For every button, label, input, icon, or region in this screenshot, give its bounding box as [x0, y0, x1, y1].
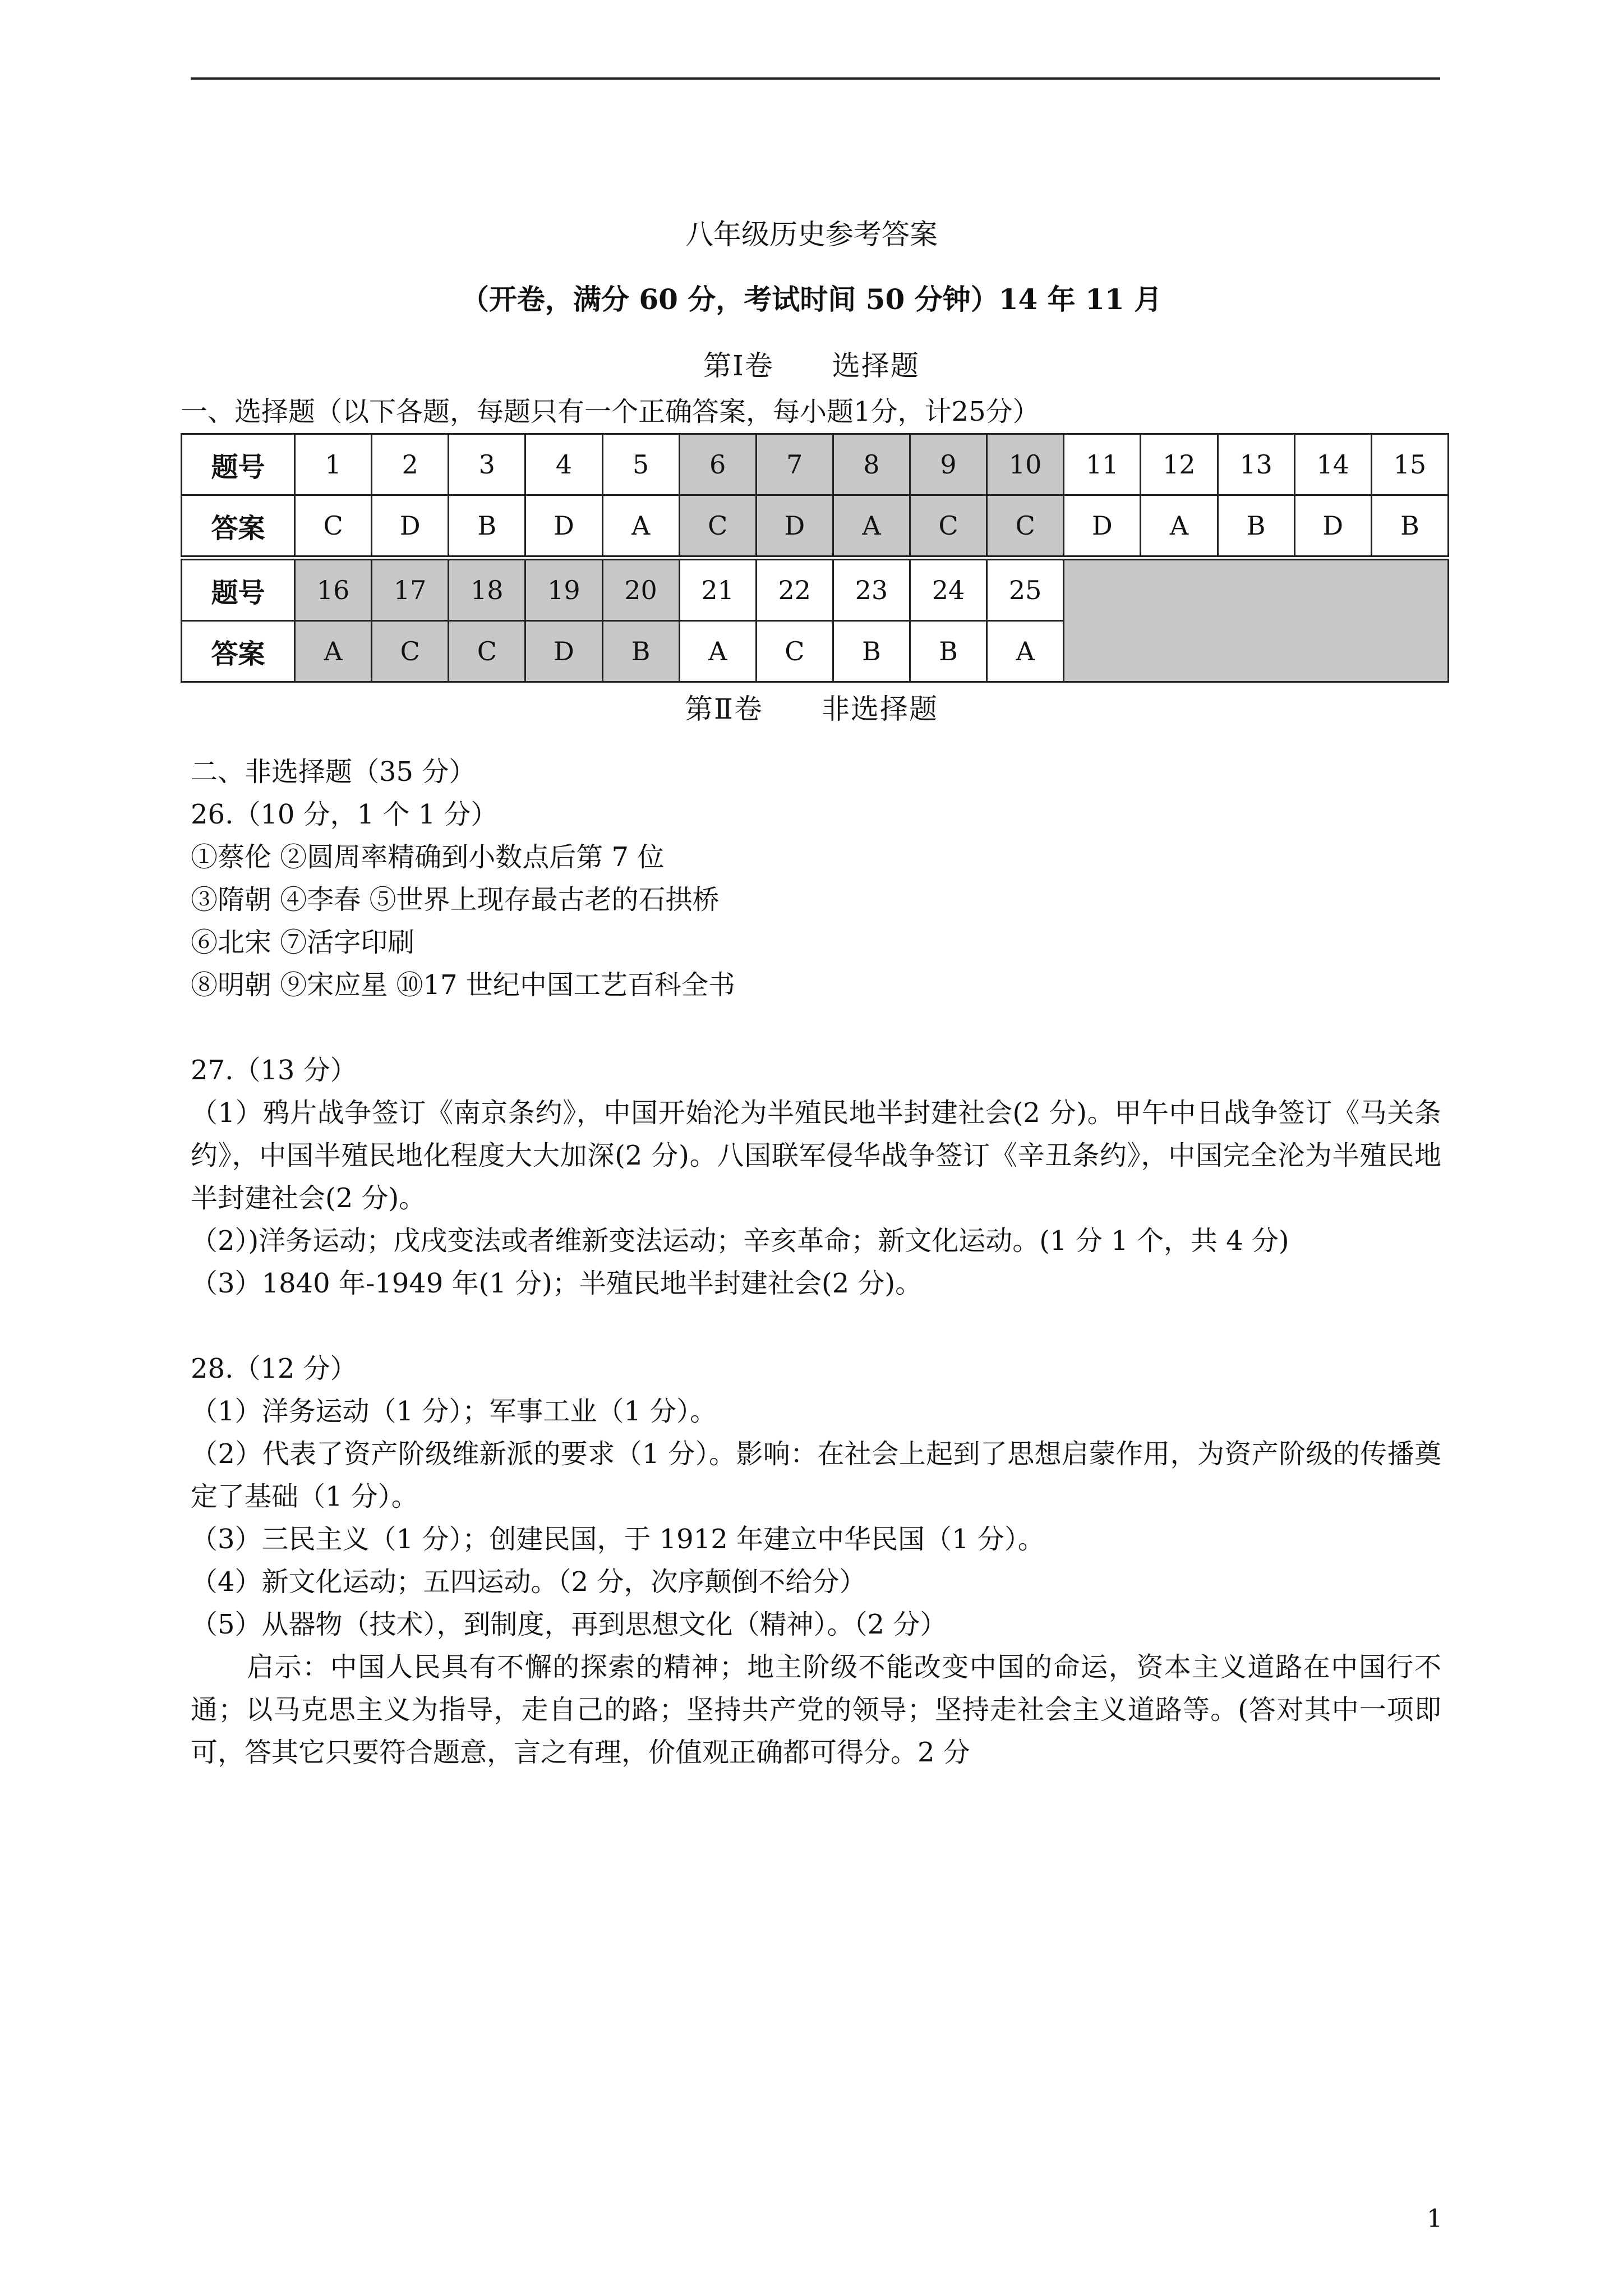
answer-table-2 — [181, 559, 1449, 683]
q28-part3: （3）三民主义（1 分）；创建民国，于 1912 年建立中华民国（1 分）。 — [191, 1524, 1045, 1555]
question-number: 11 — [1064, 434, 1141, 495]
answer-cell: A — [295, 621, 372, 682]
question-number: 12 — [1141, 434, 1218, 495]
question-number: 1 — [295, 434, 372, 495]
doc-subtitle: （开卷，满分 60 分，考试时间 50 分钟）14 年 11 月 — [460, 283, 1163, 316]
table-row — [182, 560, 1449, 621]
question-number: 16 — [295, 560, 372, 621]
q28-part5: （5）从器物（技术），到制度，再到思想文化（精神）。（2 分） — [191, 1609, 947, 1640]
answer-cell: C — [756, 621, 833, 682]
q28-part4: （4）新文化运动；五四运动。（2 分，次序颠倒不给分） — [191, 1566, 866, 1598]
q26-line: ①蔡伦 ②圆周率精确到小数点后第 7 位 — [191, 841, 665, 873]
question-number: 24 — [910, 560, 987, 621]
question-number: 23 — [833, 560, 910, 621]
answer-cell: A — [833, 495, 910, 556]
q26-line: ③隋朝 ④李春 ⑤世界上现存最古老的石拱桥 — [191, 884, 720, 915]
q28-inspiration: 启示：中国人民具有不懈的探索的精神；地主阶级不能改变中国的命运，资本主义道路在中国行不通；以马克思主义为指导，走自己的路；坚持共产党的领导；坚持走社会主义道路等。(答对其中一项即可，答其它只要符合题意，言之有理，价值观正确都可得分。2 分 — [191, 1651, 1441, 1768]
answer-table-1 — [181, 433, 1449, 557]
row-label-number: 题号 — [182, 560, 295, 621]
question-number: 14 — [1294, 434, 1371, 495]
row-label-answer: 答案 — [182, 495, 295, 556]
answer-cell: C — [910, 495, 987, 556]
question-number: 5 — [602, 434, 679, 495]
question-number: 20 — [602, 560, 679, 621]
answer-cell: B — [1371, 495, 1448, 556]
q27-head: 27.（13 分） — [191, 1055, 357, 1086]
question-number: 10 — [987, 434, 1064, 495]
question-number: 19 — [525, 560, 602, 621]
row-label-number: 题号 — [182, 434, 295, 495]
question-number: 18 — [449, 560, 525, 621]
q27-part2: （2）)洋务运动；戊戌变法或者维新变法运动；辛亥革命；新文化运动。(1 分 1 个，共 4 分) — [191, 1225, 1289, 1257]
part2-heading: 二、非选择题（35 分） — [191, 756, 476, 788]
question-number: 22 — [756, 560, 833, 621]
q27-part1: （1）鸦片战争签订《南京条约》，中国开始沦为半殖民地半封建社会(2 分)。甲午中日战争签订《马关条约》，中国半殖民地化程度大大加深(2 分)。八国联军侵华战争签订《辛丑条约》，中国完全沦为半殖民地半封建社会(2 分)。 — [191, 1097, 1441, 1214]
answer-cell: C — [372, 621, 449, 682]
part1-instruction: 一、选择题（以下各题，每题只有一个正确答案，每小题1分，计25分） — [181, 396, 1040, 427]
q27-part3: （3）1840 年-1949 年(1 分)；半殖民地半封建社会(2 分)。 — [191, 1268, 923, 1299]
question-number: 4 — [525, 434, 602, 495]
header-rule — [191, 77, 1440, 80]
answer-cell: B — [602, 621, 679, 682]
question-number: 3 — [449, 434, 525, 495]
table-row — [182, 434, 1449, 495]
q26-line: ⑧明朝 ⑨宋应星 ⑩17 世纪中国工艺百科全书 — [191, 969, 735, 1001]
answer-cell: D — [1064, 495, 1141, 556]
answer-cell: D — [1294, 495, 1371, 556]
answer-cell: B — [449, 495, 525, 556]
part1-title: 第Ⅰ卷 选择题 — [703, 349, 920, 382]
row-label-answer: 答案 — [182, 621, 295, 682]
q28-head: 28.（12 分） — [191, 1353, 357, 1384]
q28-part2: （2）代表了资产阶级维新派的要求（1 分）。影响：在社会上起到了思想启蒙作用，为资产阶级的传播奠定了基础（1 分）。 — [191, 1438, 1441, 1512]
answer-cell: D — [756, 495, 833, 556]
question-number: 8 — [833, 434, 910, 495]
doc-title: 八年级历史参考答案 — [685, 218, 938, 251]
answer-cell: A — [1141, 495, 1218, 556]
answer-cell: C — [449, 621, 525, 682]
answer-cell: C — [295, 495, 372, 556]
page-number: 1 — [1427, 2205, 1442, 2233]
question-number: 7 — [756, 434, 833, 495]
question-number: 21 — [679, 560, 756, 621]
answer-cell: B — [833, 621, 910, 682]
answer-cell: B — [1218, 495, 1294, 556]
question-number: 13 — [1218, 434, 1294, 495]
question-number: 9 — [910, 434, 987, 495]
question-number: 15 — [1371, 434, 1448, 495]
answer-cell: D — [525, 621, 602, 682]
question-number: 6 — [679, 434, 756, 495]
q26-line: ⑥北宋 ⑦活字印刷 — [191, 927, 415, 958]
answer-cell: B — [910, 621, 987, 682]
answer-cell: C — [987, 495, 1064, 556]
empty-shaded-block — [1064, 560, 1449, 682]
answer-cell: A — [602, 495, 679, 556]
question-number: 17 — [372, 560, 449, 621]
q26-head: 26.（10 分，1 个 1 分） — [191, 799, 498, 830]
table-row — [182, 495, 1449, 556]
answer-cell: D — [525, 495, 602, 556]
answer-cell: C — [679, 495, 756, 556]
q28-part1: （1）洋务运动（1 分）；军事工业（1 分）。 — [191, 1396, 717, 1427]
question-number: 2 — [372, 434, 449, 495]
part2-title: 第Ⅱ卷 非选择题 — [685, 693, 938, 725]
answer-cell: A — [987, 621, 1064, 682]
answer-cell: A — [679, 621, 756, 682]
answer-cell: D — [372, 495, 449, 556]
question-number: 25 — [987, 560, 1064, 621]
